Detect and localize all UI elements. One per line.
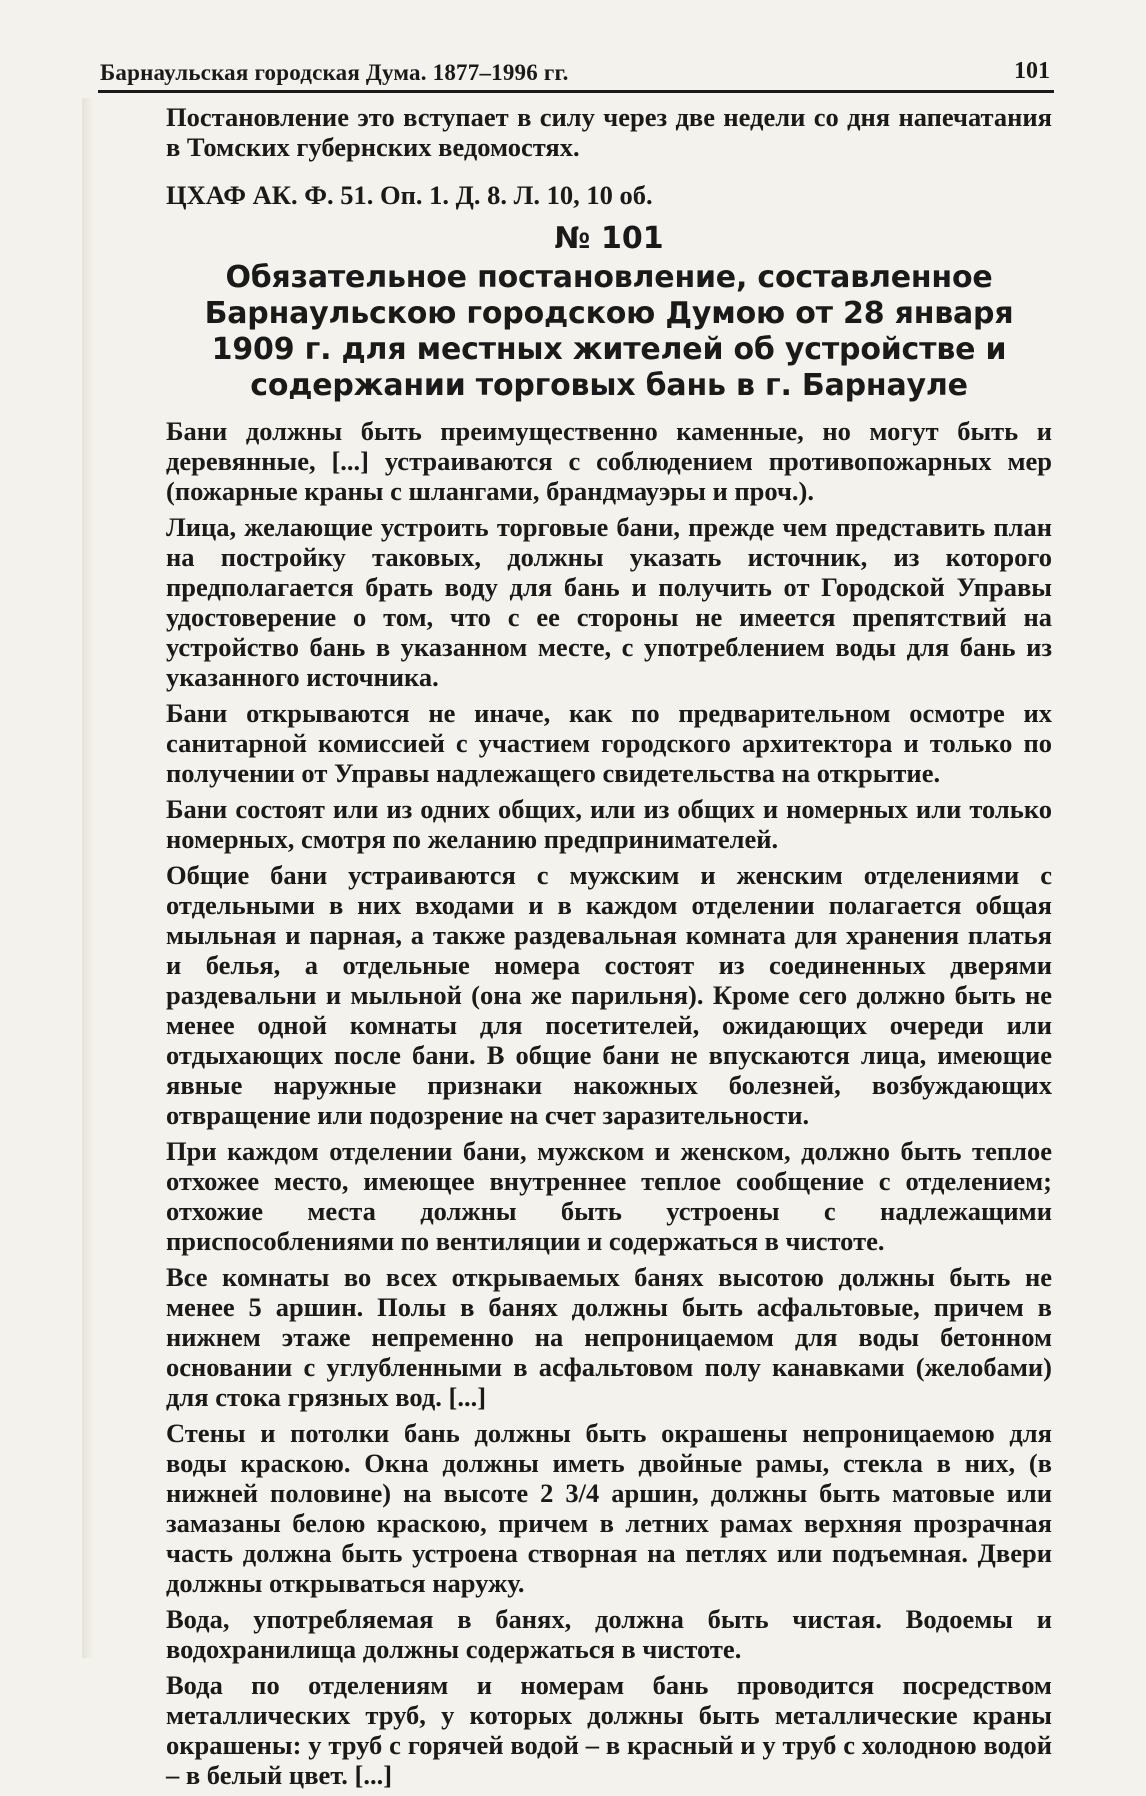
paragraph: Бани открываются не иначе, как по предварительном осмотре их санитарной комиссией с участием городского архитектора и только по получении от Управы надлежащего свидетельства на открытие.	[166, 698, 1052, 788]
paragraph: При каждом отделении бани, мужском и женском, должно быть теплое отхожее место, имеющее внутреннее теплое сообщение с отделением; отхожие места должны быть устроены с надлежащими приспособлениями по вентиляции и содержаться в чистоте.	[166, 1136, 1052, 1256]
archive-reference: ЦХАФ АК. Ф. 51. Оп. 1. Д. 8. Л. 10, 10 об.	[166, 180, 653, 210]
document-title: Обязательное постановление, составленное Барнаульскою городскою Думою от 28 января 1909 г. для местных жителей об устройстве и содержании торговых бань в г. Барнауле	[204, 260, 1014, 403]
paragraph: Общие бани устраиваются с мужским и женским отделениями с отдельными в них входами и в каждом отделении полагается общая мыльная и парная, а также раздевальная комната для хранения платья и белья, а отдельные номера состоят из соединенных дверями раздевальни и мыльной (она же парильня). Кроме сего должно быть не менее одной комнаты для посетителей, ожидающих очереди или отдыхающих после бани. В общие бани не впускаются лица, имеющие явные наружные признаки накожных болезней, возбуждающих отвращение или подозрение на счет заразительности.	[166, 860, 1052, 1130]
document-number: № 101	[554, 221, 664, 256]
page-body	[166, 102, 1052, 1796]
paragraph: Стены и потолки бань должны быть окрашены непроницаемою для воды краскою. Окна должны иметь двойные рамы, стекла в них, (в нижней половине) на высоте 2 3/4 аршин, должны быть матовые или замазаны белою краскою, причем в летних рамах верхняя прозрачная часть должна быть устроена створная на петлях или подъемная. Двери должны открываться наружу.	[166, 1418, 1052, 1598]
paragraph: Лица, желающие устроить торговые бани, прежде чем представить план на постройку таковых, должны указать источник, из которого предполагается брать воду для бань и получить от Городской Управы удостоверение о том, что с ее стороны не имеется препятствий на устройство бань в указанном месте, с употреблением воды для бань из указанного источника.	[166, 512, 1052, 692]
paragraph: Все комнаты во всех открываемых банях высотою должны быть не менее 5 аршин. Полы в банях должны быть асфальтовые, причем в нижнем этаже непременно на непроницаемом для воды бетонном основании с углубленными в асфальтовом полу канавками (желобами) для стока грязных вод. [...]	[166, 1262, 1052, 1412]
paragraph: Вода по отделениям и номерам бань проводится посредством металлических труб, у которых должны быть металлические краны окрашены: у труб с горячей водой – в красный и у труб с холодною водой – в белый цвет. [...]	[166, 1670, 1052, 1790]
page-number: 101	[1014, 58, 1050, 84]
running-header-title: Барнаульская городская Дума. 1877–1996 гг.	[100, 60, 569, 85]
paragraph: Бани должны быть преимущественно каменные, но могут быть и деревянные, [...] устраиваются с соблюдением противопожарных мер (пожарные краны с шлангами, брандмауэры и проч.).	[166, 416, 1052, 506]
intro-paragraph: Постановление это вступает в силу через две недели со дня напечатания в Томских губернских ведомостях.	[166, 102, 1052, 162]
paragraph: Вода, употребляемая в банях, должна быть чистая. Водоемы и водохранилища должны содержаться в чистоте.	[166, 1604, 1052, 1664]
page-gutter-shadow	[82, 98, 94, 1658]
running-header	[98, 54, 1054, 93]
paragraph: Бани состоят или из одних общих, или из общих и номерных или только номерных, смотря по желанию предпринимателей.	[166, 794, 1052, 854]
